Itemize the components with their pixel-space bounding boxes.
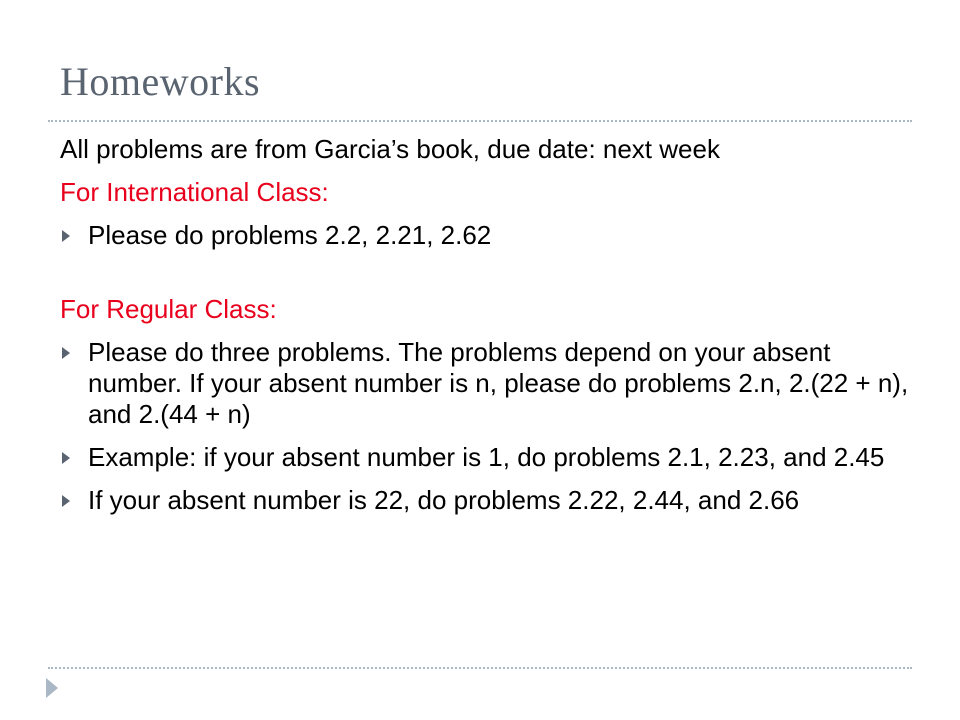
triangle-corner-icon — [46, 678, 58, 698]
triangle-bullet-icon — [62, 230, 70, 242]
bullet-item — [60, 220, 910, 251]
slide-content — [60, 134, 910, 528]
footer-divider — [48, 667, 912, 669]
triangle-bullet-icon — [62, 452, 70, 464]
bullet-text: Please do problems 2.2, 2.21, 2.62 — [88, 220, 492, 250]
bullet-text: If your absent number is 22, do problems 2.22, 2.44, and 2.66 — [88, 485, 800, 515]
slide-title: Homeworks — [60, 59, 261, 104]
bullet-text: Example: if your absent number is 1, do problems 2.1, 2.23, and 2.45 — [88, 442, 885, 472]
triangle-bullet-icon — [62, 495, 70, 507]
triangle-bullet-icon — [62, 347, 70, 359]
bullet-text: Please do three problems. The problems depend on your absent number. If your absent number is n, please do problems 2.n, 2.(22 + n), and 2.(44 + n) — [88, 337, 909, 429]
intro-text: All problems are from Garcia’s book, due date: next week — [60, 134, 720, 164]
bullet-item — [60, 485, 910, 516]
international-class-heading: For International Class: — [60, 177, 329, 207]
title-divider — [48, 120, 912, 122]
bullet-item — [60, 337, 910, 430]
regular-class-heading: For Regular Class: — [60, 294, 277, 324]
spacer — [60, 263, 910, 294]
bullet-item — [60, 442, 910, 473]
